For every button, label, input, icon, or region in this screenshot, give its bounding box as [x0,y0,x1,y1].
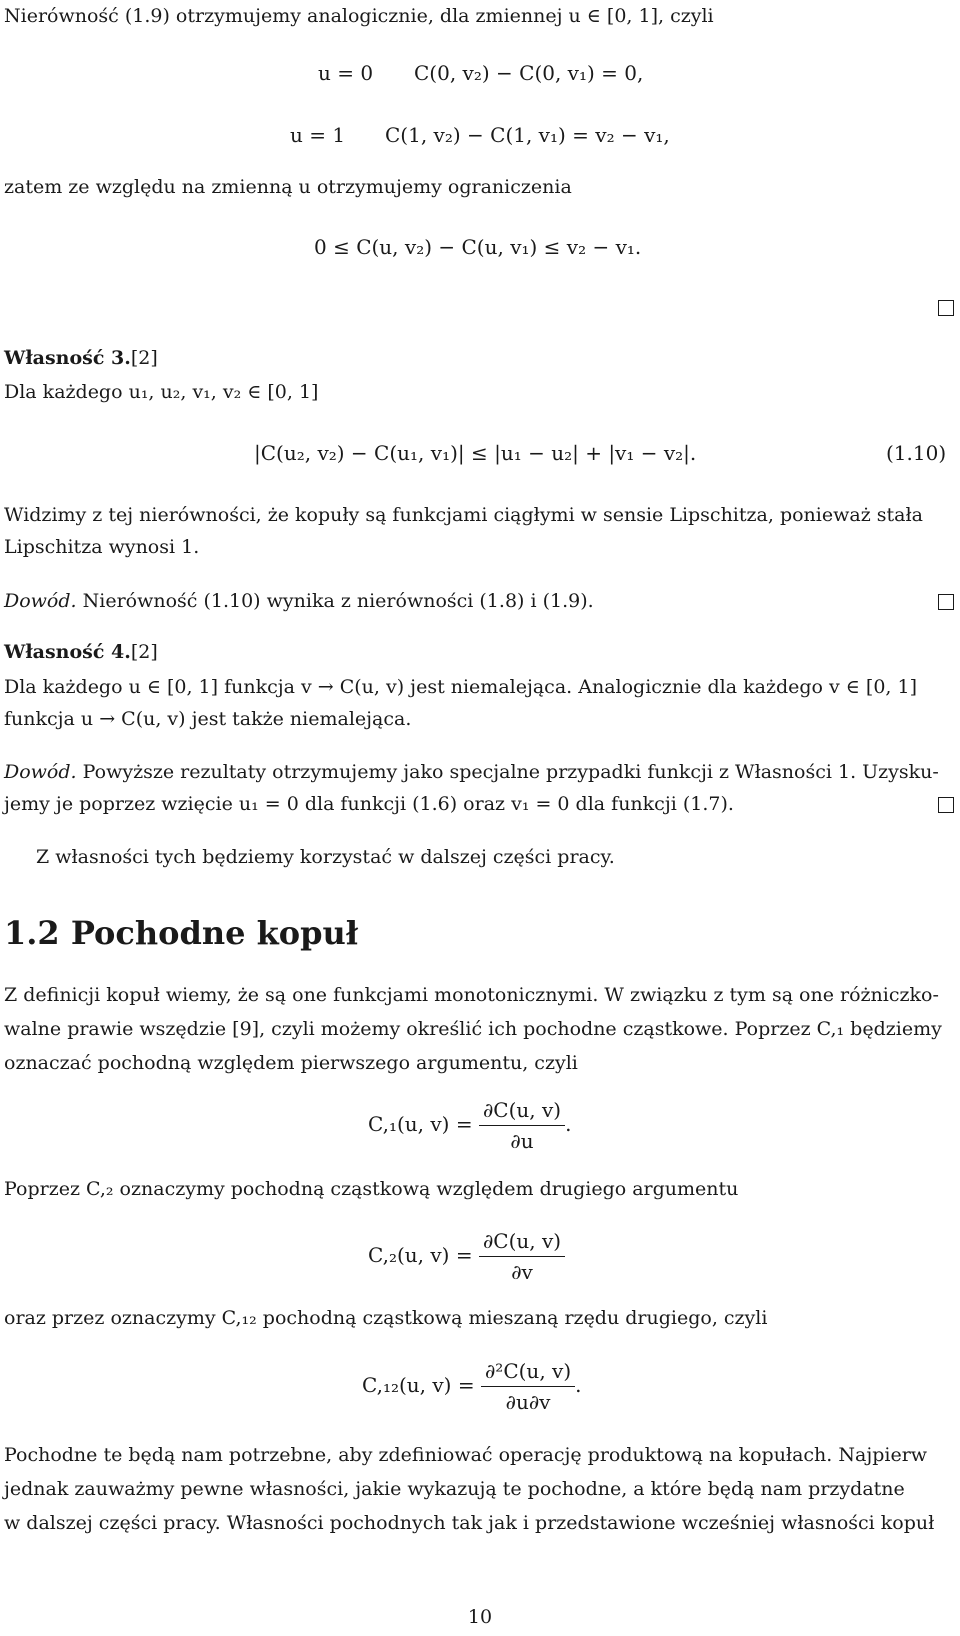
equation: 0 ≤ C(u, v₂) − C(u, v₁) ≤ v₂ − v₁. [314,235,642,259]
section-heading: 1.2 Pochodne kopuł [4,914,359,952]
derivative-equation-2 [368,1226,565,1287]
page-number: 10 [467,1606,493,1628]
property-4-heading [4,640,158,664]
equation-left: C,₁(u, v) = [368,1112,473,1136]
text-line: Lipschitza wynosi 1. [4,536,200,558]
equation-left: u = 1 [290,123,346,147]
equation-left: C,₂(u, v) = [368,1243,473,1267]
equation-left: C,₁₂(u, v) = [362,1373,475,1397]
fraction-denominator: ∂u [510,1129,534,1153]
citation: [2] [130,347,158,369]
property-title: Własność 4. [4,641,131,663]
fraction-numerator: ∂C(u, v) [479,1095,565,1126]
proof-line [4,589,594,613]
text-line: w dalszej części pracy. Własności pochodnych tak jak i przedstawione wcześniej własności kopuł [4,1512,935,1534]
text-line: oznaczać pochodną względem pierwszego argumentu, czyli [4,1052,578,1074]
fraction-numerator: ∂²C(u, v) [481,1356,575,1387]
text-line: zatem ze względu na zmienną u otrzymujemy ograniczenia [4,176,572,198]
text-line: Poprzez C,₂ oznaczymy pochodną cząstkową względem drugiego argumentu [4,1178,739,1200]
text-line: funkcja u → C(u, v) jest także niemalejąca. [4,708,412,730]
equation: |C(u₂, v₂) − C(u₁, v₁)| ≤ |u₁ − u₂| + |v₁ − v₂|. [254,441,697,465]
equation-left: u = 0 [318,61,374,85]
property-title: Własność 3. [4,347,131,369]
citation: [2] [130,641,158,663]
text-line: Z własności tych będziemy korzystać w dalszej części pracy. [36,846,615,868]
proof-text: Powyższe rezultaty otrzymujemy jako specjalne przypadki funkcji z Własności 1. Uzysku- [82,761,939,783]
text-line: Z definicji kopuł wiemy, że są one funkcjami monotonicznymi. W związku z tym są one różniczko- [4,984,939,1006]
proof-text: Nierówność (1.10) wynika z nierówności (1.8) i (1.9). [82,590,594,612]
equation-end: . [565,1112,572,1136]
text-line: Dla każdego u ∈ [0, 1] funkcja v → C(u, v) jest niemalejąca. Analogicznie dla każdego v ∈ [0, 1] [4,676,917,698]
text-line: Pochodne te będą nam potrzebne, aby zdefiniować operację produktową na kopułach. Najpierw [4,1444,928,1466]
text-line: Dla każdego u₁, u₂, v₁, v₂ ∈ [0, 1] [4,381,319,403]
fraction [479,1226,565,1287]
qed-square [938,797,954,813]
proof-label: Dowód. [4,590,77,612]
equation-end: . [575,1373,582,1397]
fraction [479,1095,565,1156]
fraction-denominator: ∂v [511,1260,533,1284]
qed-square [938,300,954,316]
text-line: oraz przez oznaczymy C,₁₂ pochodną cząstkową mieszaną rzędu drugiego, czyli [4,1307,768,1329]
text-line: walne prawie wszędzie [9], czyli możemy określić ich pochodne cząstkowe. Poprzez C,₁ będziemy [4,1018,942,1040]
derivative-equation-1 [368,1095,571,1156]
text-line: jemy je poprzez wzięcie u₁ = 0 dla funkcji (1.6) oraz v₁ = 0 dla funkcji (1.7). [4,793,734,815]
fraction [481,1356,575,1417]
proof-line [4,760,939,784]
text-line: jednak zauważmy pewne własności, jakie wykazują te pochodne, a które będą nam przydatne [4,1478,905,1500]
property-3-heading [4,346,158,370]
equation-number: (1.10) [886,441,947,465]
text-line: Nierówność (1.9) otrzymujemy analogicznie, dla zmiennej u ∈ [0, 1], czyli [4,5,714,27]
equation-right: C(0, v₂) − C(0, v₁) = 0, [414,61,644,85]
text-line: Widzimy z tej nierówności, że kopuły są funkcjami ciągłymi w sensie Lipschitza, ponieważ stała [4,504,923,526]
equation-right: C(1, v₂) − C(1, v₁) = v₂ − v₁, [385,123,670,147]
qed-square [938,594,954,610]
proof-label: Dowód. [4,761,77,783]
derivative-equation-3 [362,1356,582,1417]
fraction-denominator: ∂u∂v [505,1390,551,1414]
fraction-numerator: ∂C(u, v) [479,1226,565,1257]
